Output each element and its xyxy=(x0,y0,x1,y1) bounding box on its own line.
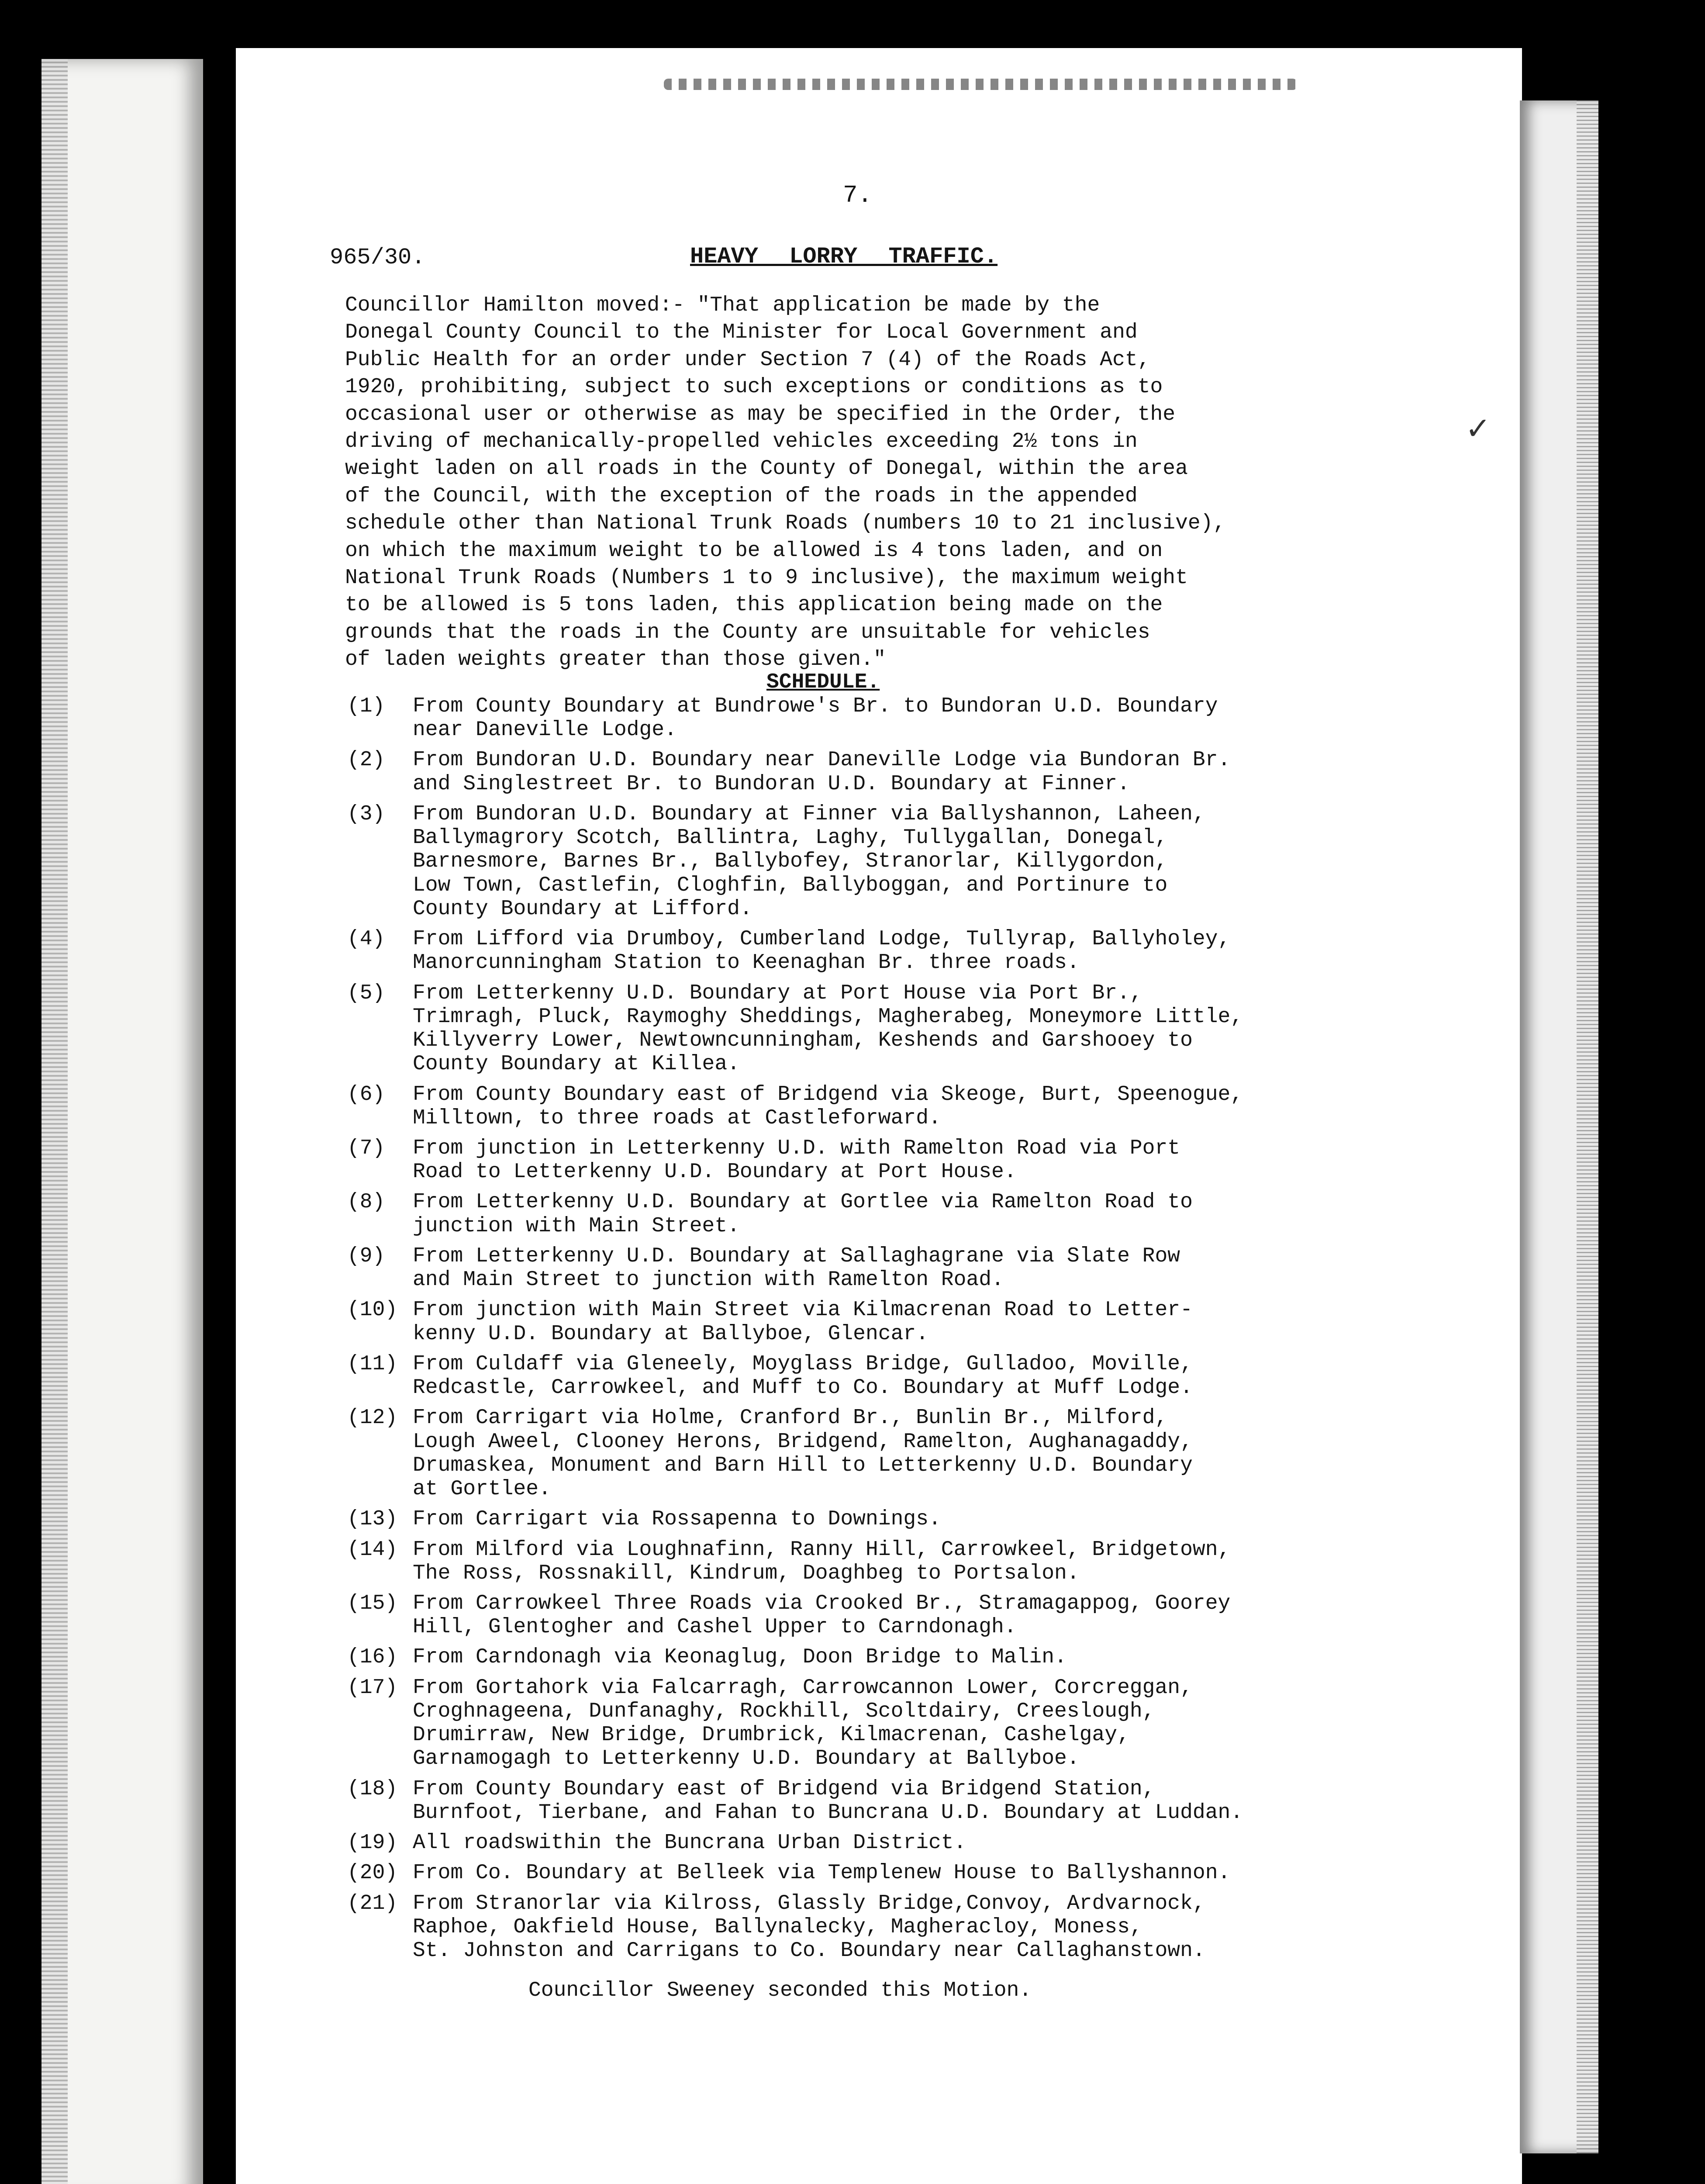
schedule-item-text: From Carndonagh via Keonaglug, Doon Bridge to Malin. xyxy=(413,1645,1067,1669)
schedule-item-number: (6) xyxy=(347,1082,385,1106)
schedule-list xyxy=(347,695,1243,1969)
schedule-item-text: From Gortahork via Falcarragh, Carrowcannon Lower, Corcreggan, Croghnageena, Dunfanaghy, Rockhill, Scoltdairy, Creeslough, Drumirraw, New Bridge, Drumbrick, Kilmacrenan, Cashelgay, Garnamogagh to Letterkenny U.D. Boundary at Ballyboe. xyxy=(413,1676,1193,1771)
schedule-item-number: (15) xyxy=(347,1591,398,1615)
schedule-item xyxy=(347,1861,1243,1885)
schedule-item xyxy=(347,1137,1243,1184)
schedule-item-number: (18) xyxy=(347,1777,398,1801)
schedule-item xyxy=(347,1831,1243,1855)
schedule-item-number: (1) xyxy=(347,695,385,718)
schedule-item xyxy=(347,1244,1243,1292)
schedule-item xyxy=(347,1676,1243,1771)
schedule-item-text: From Carrigart via Holme, Cranford Br., Bunlin Br., Milford, Lough Aweel, Clooney Herons, Bridgend, Ramelton, Aughanagaddy, Drumaskea, Monument and Barn Hill to Letterkenny U.D. Boundary at Gortlee. xyxy=(413,1406,1193,1501)
schedule-item-text: From Carrowkeel Three Roads via Crooked Br., Stramagappog, Goorey Hill, Glentogher and Cashel Upper to Carndonagh. xyxy=(413,1591,1231,1639)
schedule-item xyxy=(347,1892,1243,1963)
schedule-item-text: From junction with Main Street via Kilmacrenan Road to Letter- kenny U.D. Boundary at Ballyboe, Glencar. xyxy=(413,1298,1193,1346)
schedule-item-text: From Letterkenny U.D. Boundary at Port House via Port Br., Trimragh, Pluck, Raymoghy Sheddings, Magherabeg, Moneymore Little, Killyverry Lower, Newtowncunningham, Keshends and Garshooey to County Boundary at Killea. xyxy=(413,981,1243,1076)
schedule-item-number: (21) xyxy=(347,1891,398,1915)
schedule-item xyxy=(347,748,1243,795)
schedule-item-number: (5) xyxy=(347,981,385,1005)
schedule-item xyxy=(347,802,1243,921)
schedule-item-number: (16) xyxy=(347,1645,398,1669)
schedule-item-text: From Bundoran U.D. Boundary at Finner via Ballyshannon, Laheen, Ballymagrory Scotch, Ballintra, Laghy, Tullygallan, Donegal, Barnesmore, Barnes Br., Ballybofey, Stranorlar, Killygordon, Low Town, Castlefin, Cloghfin, Ballyboggan, and Portinure to County Boundary at Lifford. xyxy=(413,802,1205,921)
schedule-item-number: (7) xyxy=(347,1136,385,1160)
seconded-line: Councillor Sweeney seconded this Motion. xyxy=(528,1979,1032,2002)
schedule-item-number: (8) xyxy=(347,1190,385,1214)
schedule-item-text: From County Boundary east of Bridgend via Skeoge, Burt, Speenogue, Milltown, to three roads at Castleforward. xyxy=(413,1082,1243,1130)
schedule-item-text: From Lifford via Drumboy, Cumberland Lodge, Tullyrap, Ballyholey, Manorcunningham Station to Keenaghan Br. three roads. xyxy=(413,927,1231,975)
schedule-item xyxy=(347,1083,1243,1130)
schedule-item xyxy=(347,1190,1243,1237)
schedule-item-number: (10) xyxy=(347,1298,398,1322)
schedule-item-number: (20) xyxy=(347,1861,398,1885)
schedule-item-text: From Culdaff via Gleneely, Moyglass Bridge, Gulladoo, Moville, Redcastle, Carrowkeel, and Muff to Co. Boundary at Muff Lodge. xyxy=(413,1352,1193,1400)
schedule-item xyxy=(347,1507,1243,1531)
check-mark-icon: ✓ xyxy=(1465,411,1491,446)
page-title: HEAVY LORRY TRAFFIC. xyxy=(690,244,998,270)
schedule-item-text: All roadswithin the Buncrana Urban District. xyxy=(413,1831,966,1855)
schedule-item-text: From Letterkenny U.D. Boundary at Sallaghagrane via Slate Row and Main Street to junction with Ramelton Road. xyxy=(413,1244,1180,1292)
schedule-item-number: (9) xyxy=(347,1244,385,1268)
schedule-item-text: From County Boundary east of Bridgend via Bridgend Station, Burnfoot, Tierbane, and Fahan to Buncrana U.D. Boundary at Luddan. xyxy=(413,1777,1243,1825)
schedule-item xyxy=(347,1777,1243,1825)
schedule-item-number: (13) xyxy=(347,1507,398,1531)
schedule-item-number: (11) xyxy=(347,1352,398,1376)
schedule-heading: SCHEDULE. xyxy=(766,670,880,694)
schedule-item-number: (19) xyxy=(347,1831,398,1855)
schedule-item-text: From Stranorlar via Kilross, Glassly Bridge,Convoy, Ardvarnock, Raphoe, Oakfield House, Ballynalecky, Magheracloy, Moness, St. Johnston and Carrigans to Co. Boundary near Callaghanstown. xyxy=(413,1891,1205,1963)
schedule-item-text: From Milford via Loughnafinn, Ranny Hill, Carrowkeel, Bridgetown, The Ross, Rossnakill, Kindrum, Doaghbeg to Portsalon. xyxy=(413,1538,1231,1585)
schedule-item xyxy=(347,1645,1243,1669)
binding-edge xyxy=(1520,100,1598,2153)
schedule-item xyxy=(347,695,1243,742)
schedule-item xyxy=(347,1406,1243,1501)
schedule-item-number: (12) xyxy=(347,1406,398,1430)
schedule-item xyxy=(347,1538,1243,1585)
schedule-item xyxy=(347,1352,1243,1400)
schedule-item-text: From junction in Letterkenny U.D. with Ramelton Road via Port Road to Letterkenny U.D. Boundary at Port House. xyxy=(413,1136,1180,1184)
schedule-item-text: From County Boundary at Bundrowe's Br. to Bundoran U.D. Boundary near Daneville Lodge. xyxy=(413,695,1218,742)
schedule-item-text: From Carrigart via Rossapenna to Downings. xyxy=(413,1507,941,1531)
schedule-item-text: From Co. Boundary at Belleek via Templenew House to Ballyshannon. xyxy=(413,1861,1231,1885)
schedule-item-text: From Letterkenny U.D. Boundary at Gortlee via Ramelton Road to junction with Main Street. xyxy=(413,1190,1193,1238)
schedule-item-number: (3) xyxy=(347,802,385,826)
schedule-item-number: (4) xyxy=(347,927,385,951)
scan-smudge xyxy=(664,79,1297,90)
schedule-item-number: (14) xyxy=(347,1538,398,1562)
schedule-item xyxy=(347,927,1243,975)
motion-text: Councillor Hamilton moved:- "That application be made by the Donegal County Council to the Minister for Local Government and Public Health for an order under Section 7 (4) of the Roads Act, 1920, prohibiting, subject to such exceptions or conditions as to occasional user or otherwise as may be specified in the Order, the driving of mechanically-propelled vehicles exceeding 2½ tons in weight laden on all roads in the County of Donegal, within the area of the Council, with the exception of the roads in the appended schedule other than National Trunk Roads (numbers 10 to 21 inclusive), on which the maximum weight to be allowed is 4 tons laden, and on National Trunk Roads (Numbers 1 to 9 inclusive), the maximum weight to be allowed is 5 tons laden, this application being made on the grounds that the roads in the County are unsuitable for vehicles of laden weights greater than those given." xyxy=(345,294,1226,672)
schedule-item-number: (2) xyxy=(347,748,385,772)
schedule-item xyxy=(347,1592,1243,1639)
schedule-item-text: From Bundoran U.D. Boundary near Daneville Lodge via Bundoran Br. and Singlestreet Br. to Bundoran U.D. Boundary at Finner. xyxy=(413,748,1231,796)
previous-page-edge xyxy=(41,59,203,2184)
schedule-item-number: (17) xyxy=(347,1676,398,1700)
page-number: 7. xyxy=(843,181,873,209)
minute-reference: 965/30. xyxy=(330,245,425,270)
schedule-item xyxy=(347,1298,1243,1345)
schedule-item xyxy=(347,981,1243,1076)
